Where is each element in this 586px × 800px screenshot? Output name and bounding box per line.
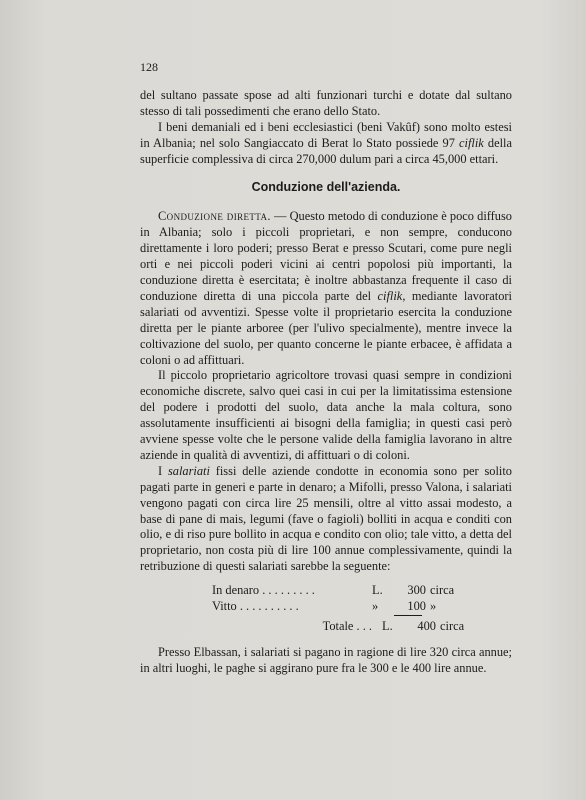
page-text [140, 60, 512, 677]
section-title: Conduzione dell'azienda. [251, 180, 401, 195]
paragraph-1: del sultano passate spose ad alti funzionari turchi e dotate dal sultano stesso di tali possedimenti che erano dello Stato. [140, 87, 512, 118]
wage-row-totale: Totale . . . L. 400 circa [322, 619, 465, 634]
paragraph-5: I salariati fissi delle aziende condotte in economia sono per solito pagati parte in generi e parte in denaro; a Mifolli, presso Valona, i salariati vengono pagati con circa lire 25 mensili, oltre al vitto assai modesto, a base di pane di mais, legumi (fave o fagioli) bolliti in acqua e conditi con olio, e di riso pure bollito in acqua e condito con olio; tale vitto, a detta del proprietario, non costa più di lire 100 annue complessivamente, quindi la retribuzione di questi salariati sarebbe la seguente: [140, 463, 512, 574]
paragraph-2: I beni demaniali ed i beni ecclesiastici (beni Vakûf) sono molto estesi in Albania; nel solo Sangiaccato di Berat lo Stato possiede 97 ciflik della superficie complessiva di circa 270,000 dulum pari a circa 45,000 ettari. [140, 119, 512, 166]
paragraph-3: Conduzione diretta. — Questo metodo di conduzione è poco diffuso in Albania; solo i piccoli proprietari, e non sempre, conducono direttamente i loro poderi; presso Berat e presso Scutari, come pure negli orti e nei piccoli poderi vicini ai centri popolosi più importanti, la conduzione diretta è esercitata; è inoltre abbastanza frequente il caso di conduzione diretta di una piccola parte del ciflik, mediante lavoratori salariati od avventizi. Spesse volte il proprietario esercita la conduzione diretta per le piante arboree (per l'ulivo specialmente), mentre invece la coltivazione del suolo, per quanto concerne le piante erbacee, è affidata a coloni o ad affittuari. [140, 209, 513, 367]
wage-table [212, 583, 512, 635]
wage-row-denaro: In denaro . . . . . . . . . L. 300 circa [212, 583, 455, 598]
wage-row-vitto: Vitto . . . . . . . . . . » 100 » [212, 599, 437, 614]
paragraph-6: Presso Elbassan, i salariati si pagano in ragione di lire 320 circa annue; in altri luoghi, le paghe si aggirano pure fra le 300 e le 400 lire annue. [140, 645, 512, 676]
page-number: 128 [140, 60, 158, 74]
conduzione-diretta-heading: Conduzione diretta. [158, 209, 271, 224]
paragraph-4: Il piccolo proprietario agricoltore trovasi quasi sempre in condizioni economiche discrete, salvo quei casi in cui per la limitatissima estensione del podere i prodotti del suolo, data anche la mala coltura, sono assolutamente insufficienti ai bisogni della famiglia; in questi casi però avviene spesse volte che le persone valide della famiglia lavorano in altre aziende in qualità di avventizi, di affittuari o di coloni. [140, 368, 512, 462]
